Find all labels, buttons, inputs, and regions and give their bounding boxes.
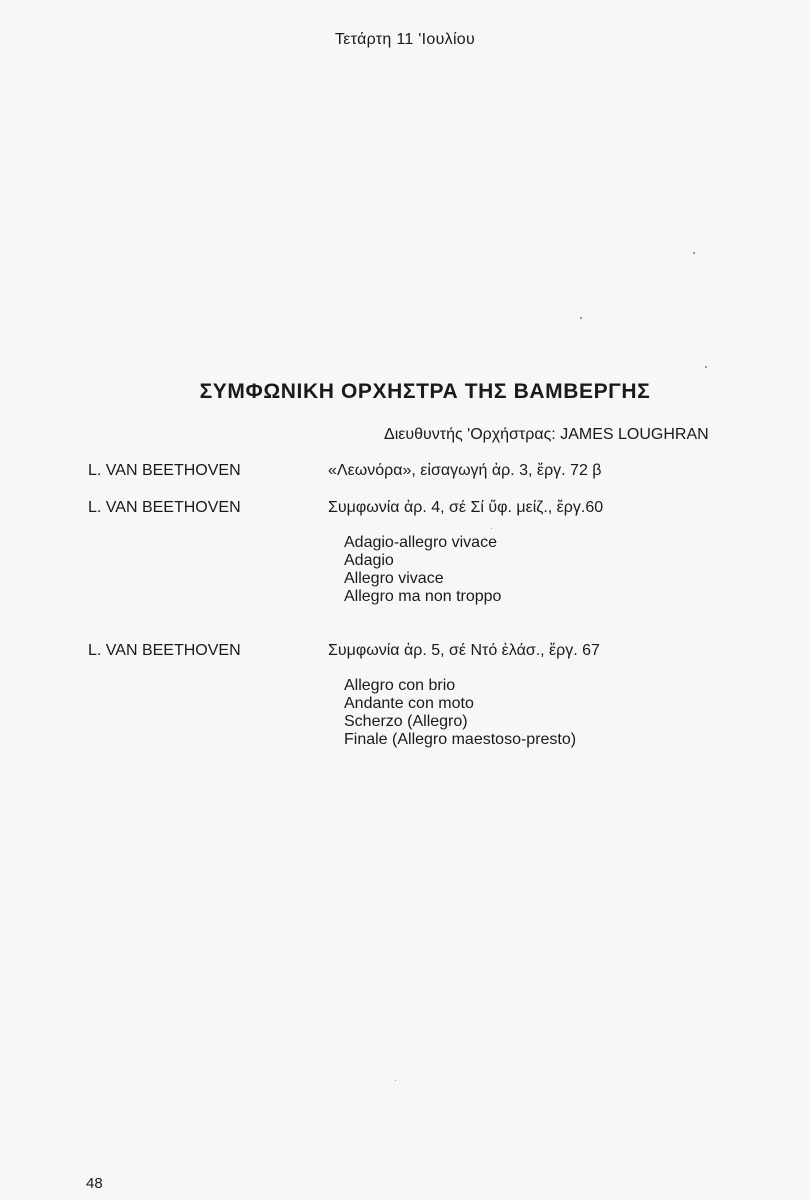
movement-item: Finale (Allegro maestoso-presto)	[344, 731, 577, 748]
movement-item: Adagio	[344, 552, 394, 569]
conductor-line: Διευθυντής 'Ορχήστρας: JAMES LOUGHRAN	[384, 426, 709, 443]
paper-speck	[705, 366, 707, 368]
paper-speck	[693, 252, 695, 254]
movement-item: Andante con moto	[344, 695, 474, 712]
paper-speck	[395, 1080, 396, 1081]
program-item-3-work: Συμφωνία ἀρ. 5, σέ Ντό ἐλάσ., ἔργ. 67	[328, 642, 600, 659]
paper-speck	[491, 528, 492, 529]
program-item-2-movements	[344, 534, 501, 606]
movement-item: Allegro vivace	[344, 570, 444, 587]
program-item-2-composer: L. VAN BEETHOVEN	[88, 499, 241, 516]
program-item-1-work: «Λεωνόρα», εἰσαγωγή ἀρ. 3, ἔργ. 72 β	[328, 462, 602, 479]
program-item-3-movements	[344, 677, 576, 749]
movement-item: Scherzo (Allegro)	[344, 713, 468, 730]
page-date-header: Τετάρτη 11 'Ιουλίου	[334, 31, 476, 48]
paper-speck	[580, 317, 582, 319]
movement-item: Allegro ma non troppo	[344, 588, 502, 605]
orchestra-title: ΣΥΜΦΩΝΙΚΗ ΟΡΧΗΣΤΡΑ ΤΗΣ ΒΑΜΒΕΡΓΗΣ	[199, 380, 651, 403]
page-number: 48	[86, 1175, 103, 1192]
program-item-1-composer: L. VAN BEETHOVEN	[88, 462, 241, 479]
movement-item: Allegro con brio	[344, 677, 456, 694]
program-item-2-work: Συμφωνία ἀρ. 4, σέ Σί ὕφ. μείζ., ἔργ.60	[328, 499, 604, 516]
movement-item: Adagio-allegro vivace	[344, 534, 497, 551]
program-item-3-composer: L. VAN BEETHOVEN	[88, 642, 241, 659]
